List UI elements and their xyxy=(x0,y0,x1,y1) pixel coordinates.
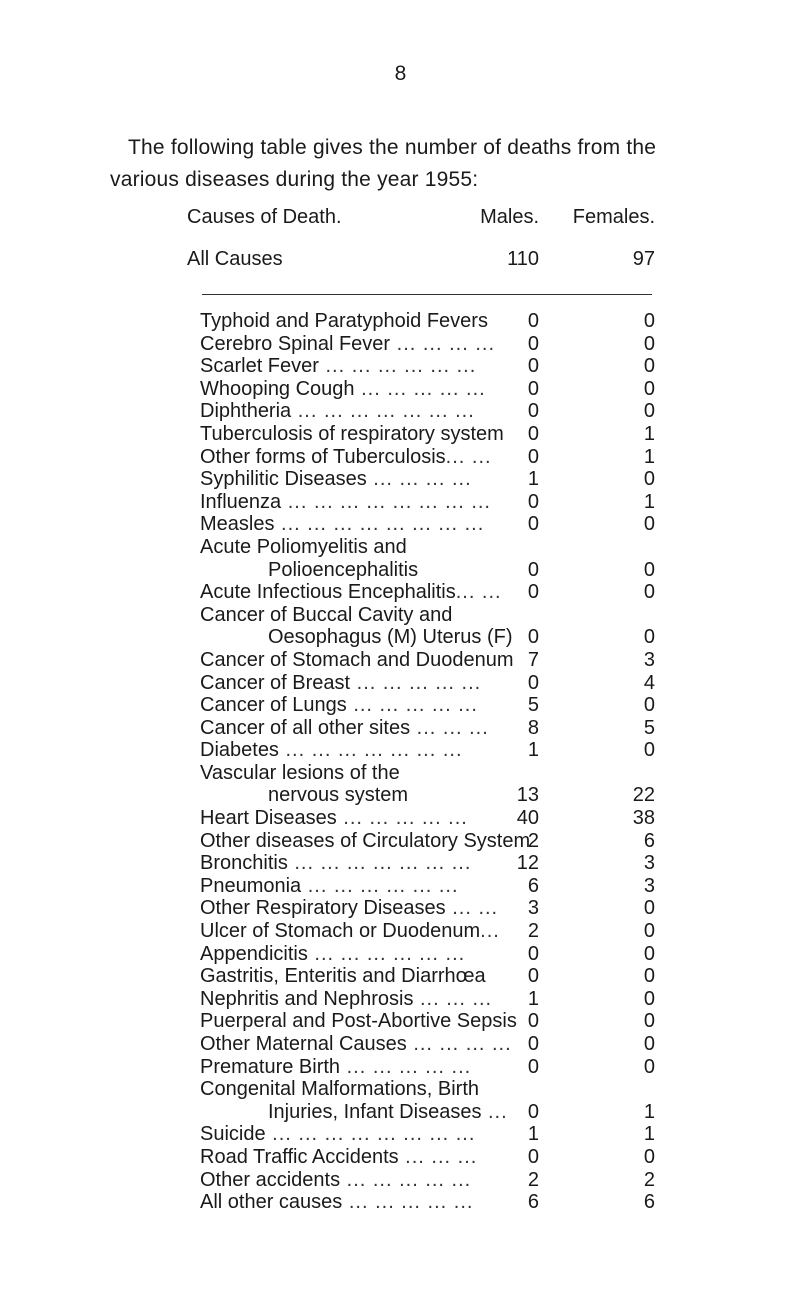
females-cell: 0 xyxy=(643,897,655,920)
cause-cell xyxy=(268,626,530,649)
females-cell: 22 xyxy=(632,784,655,807)
males-cell: 0 xyxy=(527,965,539,988)
cause-cell xyxy=(200,694,530,717)
males-cell: 1 xyxy=(527,1123,539,1146)
table-row xyxy=(0,1078,801,1101)
totals-label: All Causes xyxy=(187,248,283,270)
females-cell: 2 xyxy=(643,1168,655,1191)
cause-name: Cancer of Buccal Cavity and xyxy=(200,603,453,626)
cause-cell xyxy=(200,355,530,378)
cause-cell xyxy=(200,1056,530,1079)
dot-leader: ... xyxy=(481,1100,508,1123)
cause-name: Acute Infectious Encephalitis xyxy=(200,581,456,604)
cause-cell xyxy=(200,649,530,672)
cause-name: Cancer of all other sites xyxy=(200,716,411,739)
cause-cell xyxy=(200,400,530,423)
table-row xyxy=(0,1146,801,1169)
females-cell: 0 xyxy=(643,332,655,355)
males-cell: 0 xyxy=(527,1100,539,1123)
cause-cell xyxy=(200,875,530,898)
males-cell: 0 xyxy=(527,377,539,400)
cause-name: Cancer of Breast xyxy=(200,671,351,694)
cause-name: Puerperal and Post-Abortive Sepsis xyxy=(200,1010,517,1033)
dot-leader: ... ... ... ... ... ... xyxy=(318,355,477,378)
dot-leader: ... ... ... ... ... ... ... ... xyxy=(274,513,485,536)
cause-name: Oesophagus (M) Uterus (F) xyxy=(268,626,513,649)
males-cell: 13 xyxy=(516,784,539,807)
males-cell: 0 xyxy=(527,513,539,536)
dot-leader: ... ... ... ... ... xyxy=(346,694,478,717)
deaths-table xyxy=(0,310,801,1214)
males-cell: 0 xyxy=(527,445,539,468)
cause-cell xyxy=(200,672,530,695)
causes-column-header: Causes of Death. xyxy=(187,206,342,228)
females-cell: 3 xyxy=(643,648,655,671)
females-cell: 3 xyxy=(643,852,655,875)
females-cell: 0 xyxy=(643,965,655,988)
cause-cell xyxy=(200,739,530,762)
males-cell: 1 xyxy=(527,468,539,491)
cause-cell xyxy=(200,830,530,853)
cause-name: Premature Birth xyxy=(200,1055,341,1078)
cause-name: Heart Diseases xyxy=(200,807,337,830)
females-cell: 0 xyxy=(643,400,655,423)
table-row xyxy=(0,468,801,491)
dot-leader: ... ... ... ... ... ... xyxy=(301,874,459,897)
cause-cell xyxy=(200,378,530,401)
table-header xyxy=(0,206,801,236)
table-row xyxy=(0,920,801,943)
table-row xyxy=(0,446,801,469)
females-cell: 6 xyxy=(643,1191,655,1214)
cause-name: Gastritis, Enteritis and Diarrhœa xyxy=(200,965,486,988)
cause-name: Influenza xyxy=(200,490,282,513)
males-cell: 5 xyxy=(527,694,539,717)
cause-cell xyxy=(200,333,530,356)
males-cell: 0 xyxy=(527,355,539,378)
males-cell: 2 xyxy=(527,829,539,852)
dot-leader: ... ... ... ... ... ... ... xyxy=(287,852,472,875)
cause-name: All other causes xyxy=(200,1191,343,1214)
cause-name: Diphtheria xyxy=(200,400,292,423)
intro-paragraph xyxy=(110,132,742,196)
cause-cell xyxy=(200,1123,530,1146)
females-cell: 1 xyxy=(643,422,655,445)
dot-leader: ... ... ... ... ... ... ... xyxy=(291,400,475,423)
cause-name: Road Traffic Accidents xyxy=(200,1145,399,1168)
males-column-header: Males. xyxy=(480,206,539,228)
cause-name: Polioencephalitis xyxy=(268,558,419,581)
cause-cell xyxy=(200,717,530,740)
cause-cell xyxy=(200,965,530,988)
cause-name: Appendicitis xyxy=(200,942,308,965)
males-cell: 1 xyxy=(527,987,539,1010)
cause-cell xyxy=(200,920,530,943)
table-row xyxy=(0,513,801,536)
males-cell: 0 xyxy=(527,1055,539,1078)
cause-name: Cerebro Spinal Fever xyxy=(200,332,391,355)
males-cell: 0 xyxy=(527,422,539,445)
males-cell: 0 xyxy=(527,400,539,423)
cause-name: Injuries, Infant Diseases xyxy=(268,1100,482,1123)
cause-cell xyxy=(268,784,530,807)
table-row xyxy=(0,897,801,920)
table-row xyxy=(0,1123,801,1146)
cause-cell xyxy=(200,446,530,469)
dot-leader: ... ... ... ... ... ... ... xyxy=(278,739,463,762)
cause-name: Diabetes xyxy=(200,739,279,762)
females-cell: 0 xyxy=(643,1033,655,1055)
females-cell: 4 xyxy=(643,671,655,694)
females-cell: 0 xyxy=(643,581,655,604)
cause-cell xyxy=(200,536,530,559)
dot-leader: ... ... xyxy=(445,445,492,468)
cause-cell xyxy=(268,1101,530,1124)
cause-cell xyxy=(200,1169,530,1192)
females-cell: 0 xyxy=(643,558,655,581)
dot-leader: ... ... ... ... ... xyxy=(336,807,468,830)
table-row xyxy=(0,943,801,966)
cause-name: Measles xyxy=(200,513,275,536)
dot-leader: ... ... ... ... ... ... ... ... xyxy=(265,1123,476,1146)
table-row xyxy=(0,852,801,875)
table-row xyxy=(0,784,801,807)
table-row xyxy=(0,400,801,423)
table-row xyxy=(0,333,801,356)
cause-cell xyxy=(200,943,530,966)
table-row xyxy=(0,807,801,830)
females-cell: 0 xyxy=(643,377,655,400)
table-row xyxy=(0,830,801,853)
table-row xyxy=(0,1191,801,1214)
males-cell: 0 xyxy=(527,671,539,694)
females-cell: 0 xyxy=(643,1145,655,1168)
males-cell: 6 xyxy=(527,1191,539,1214)
page-number: 8 xyxy=(394,62,407,85)
females-cell: 0 xyxy=(643,1055,655,1078)
dot-leader: ... ... ... ... xyxy=(390,332,495,355)
cause-name: Typhoid and Paratyphoid Fevers xyxy=(200,310,488,332)
males-cell: 0 xyxy=(527,1033,539,1055)
cause-cell xyxy=(200,988,530,1011)
males-cell: 0 xyxy=(527,558,539,581)
dot-leader: ... ... ... ... ... xyxy=(340,1055,472,1078)
cause-cell xyxy=(200,581,530,604)
cause-name: Suicide xyxy=(200,1123,266,1146)
cause-name: Acute Poliomyelitis and xyxy=(200,535,407,558)
cause-name: Other diseases of Circulatory System xyxy=(200,829,530,852)
cause-name: Tuberculosis of respiratory system xyxy=(200,422,504,445)
cause-name: Syphilitic Diseases xyxy=(200,468,367,491)
females-cell: 0 xyxy=(643,310,655,332)
females-cell: 0 xyxy=(643,942,655,965)
males-cell: 0 xyxy=(527,1010,539,1033)
males-cell: 0 xyxy=(527,581,539,604)
females-cell: 1 xyxy=(643,1100,655,1123)
cause-cell xyxy=(200,1010,530,1033)
females-cell: 0 xyxy=(643,1010,655,1033)
table-row xyxy=(0,491,801,514)
males-cell: 6 xyxy=(527,874,539,897)
table-row xyxy=(0,694,801,717)
table-row xyxy=(0,1033,801,1056)
males-cell: 0 xyxy=(527,942,539,965)
males-cell: 12 xyxy=(516,852,539,875)
females-cell: 0 xyxy=(643,468,655,491)
cause-name: Cancer of Stomach and Duodenum xyxy=(200,648,514,671)
dot-leader: ... ... ... ... ... xyxy=(354,377,486,400)
table-row xyxy=(0,423,801,446)
females-cell: 0 xyxy=(643,626,655,649)
males-cell: 7 xyxy=(527,648,539,671)
females-column-header: Females. xyxy=(572,206,655,228)
table-row xyxy=(0,581,801,604)
females-cell: 0 xyxy=(643,920,655,943)
dot-leader: ... xyxy=(480,920,500,943)
table-row xyxy=(0,762,801,785)
cause-cell xyxy=(268,559,530,582)
table-row xyxy=(0,1101,801,1124)
cause-cell xyxy=(200,762,530,785)
males-cell: 2 xyxy=(527,1168,539,1191)
cause-name: Pneumonia xyxy=(200,874,302,897)
intro-line-2: various diseases during the year 1955: xyxy=(110,168,479,191)
dot-leader: ... ... xyxy=(445,897,499,920)
cause-name: Bronchitis xyxy=(200,852,288,875)
cause-cell xyxy=(200,897,530,920)
dot-leader: ... ... ... ... ... xyxy=(340,1168,472,1191)
cause-cell xyxy=(200,513,530,536)
males-cell: 3 xyxy=(527,897,539,920)
dot-leader: ... ... ... ... ... xyxy=(350,671,482,694)
females-cell: 0 xyxy=(643,513,655,536)
header-divider xyxy=(202,294,652,295)
males-cell: 2 xyxy=(527,920,539,943)
table-row xyxy=(0,355,801,378)
cause-name: Scarlet Fever xyxy=(200,355,319,378)
cause-cell xyxy=(200,491,530,514)
table-row xyxy=(0,1056,801,1079)
table-row xyxy=(0,965,801,988)
dot-leader: ... ... ... ... xyxy=(366,468,472,491)
cause-cell xyxy=(200,807,530,830)
cause-name: Congenital Malformations, Birth xyxy=(200,1078,480,1101)
females-cell: 0 xyxy=(643,987,655,1010)
cause-name: Other Maternal Causes xyxy=(200,1033,407,1055)
table-row xyxy=(0,672,801,695)
table-row xyxy=(0,559,801,582)
table-row xyxy=(0,604,801,627)
cause-name: Other forms of Tuberculosis xyxy=(200,445,446,468)
cause-cell xyxy=(200,310,530,333)
dot-leader: ... ... xyxy=(455,581,502,604)
totals-males: 110 xyxy=(507,248,539,270)
dot-leader: ... ... ... ... ... ... ... ... xyxy=(281,490,491,513)
males-cell: 8 xyxy=(527,716,539,739)
table-row xyxy=(0,378,801,401)
dot-leader: ... ... ... ... ... ... xyxy=(307,942,466,965)
females-cell: 38 xyxy=(632,807,655,830)
table-row xyxy=(0,739,801,762)
cause-name: Cancer of Lungs xyxy=(200,694,347,717)
females-cell: 0 xyxy=(643,694,655,717)
table-row xyxy=(0,1169,801,1192)
cause-cell xyxy=(200,1033,530,1056)
males-cell: 0 xyxy=(527,626,539,649)
table-row xyxy=(0,536,801,559)
cause-name: Whooping Cough xyxy=(200,377,355,400)
cause-cell xyxy=(200,604,530,627)
males-cell: 0 xyxy=(527,1145,539,1168)
males-cell: 0 xyxy=(527,310,539,332)
males-cell: 1 xyxy=(527,739,539,762)
females-cell: 6 xyxy=(643,829,655,852)
males-cell: 0 xyxy=(527,490,539,513)
table-row xyxy=(0,649,801,672)
cause-cell xyxy=(200,1191,530,1214)
table-row xyxy=(0,626,801,649)
cause-name: Ulcer of Stomach or Duodenum xyxy=(200,920,481,943)
females-cell: 1 xyxy=(643,1123,655,1146)
dot-leader: ... ... ... ... xyxy=(406,1033,512,1055)
table-row xyxy=(0,310,801,333)
cause-name: Other Respiratory Diseases xyxy=(200,897,446,920)
dot-leader: ... ... ... xyxy=(413,987,493,1010)
cause-name: Other accidents xyxy=(200,1168,341,1191)
cause-name: Nephritis and Nephrosis xyxy=(200,987,414,1010)
cause-cell xyxy=(200,1078,530,1101)
cause-cell xyxy=(200,423,530,446)
cause-name: Vascular lesions of the xyxy=(200,761,400,784)
males-cell: 0 xyxy=(527,332,539,355)
table-row xyxy=(0,988,801,1011)
dot-leader: ... ... ... xyxy=(410,716,489,739)
females-cell: 1 xyxy=(643,490,655,513)
females-cell: 3 xyxy=(643,874,655,897)
totals-row xyxy=(0,248,801,278)
table-row xyxy=(0,875,801,898)
dot-leader: ... ... ... xyxy=(398,1145,478,1168)
cause-name: nervous system xyxy=(268,784,409,807)
females-cell: 5 xyxy=(643,716,655,739)
males-cell: 40 xyxy=(516,807,539,830)
table-row xyxy=(0,1010,801,1033)
totals-females: 97 xyxy=(632,248,655,270)
females-cell: 0 xyxy=(643,739,655,762)
dot-leader: ... ... ... ... ... xyxy=(342,1191,474,1214)
table-row xyxy=(0,717,801,740)
females-cell: 1 xyxy=(643,445,655,468)
cause-cell xyxy=(200,852,530,875)
females-cell: 0 xyxy=(643,355,655,378)
cause-cell xyxy=(200,468,530,491)
intro-line-1: The following table gives the number of deaths from the xyxy=(128,136,657,159)
cause-cell xyxy=(200,1146,530,1169)
